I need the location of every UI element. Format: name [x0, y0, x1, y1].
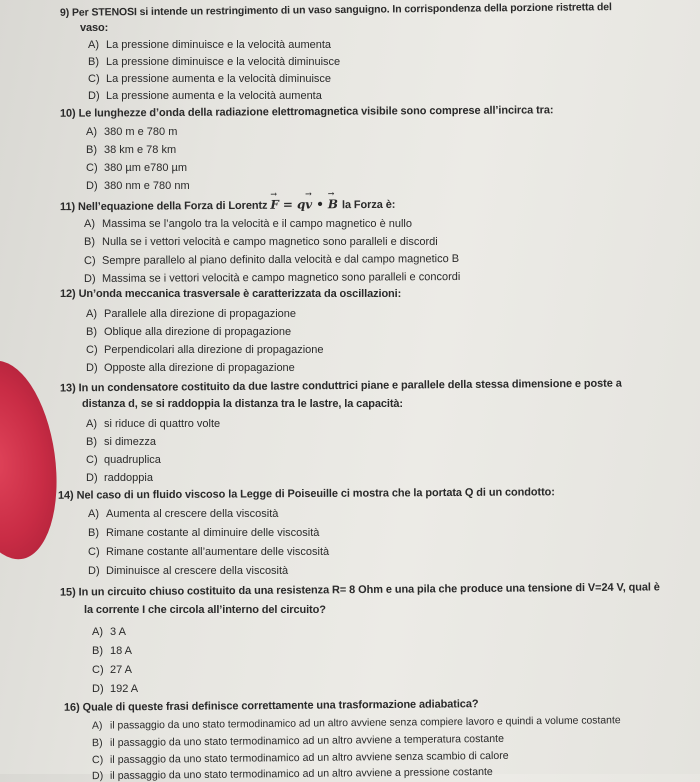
option-15-a: A) 3 A: [92, 626, 126, 638]
option-16-c: C) il passaggio da uno stato termodinamico ad un altro avviene senza scambio di calore: [91, 749, 509, 767]
option-11-b: B) Nulla se i vettori velocità e campo magnetico sono paralleli e discordi: [84, 236, 438, 248]
option-13-a: A) si riduce di quattro volte: [86, 418, 221, 430]
option-16-a: A) il passaggio da uno stato termodinamico ad un altro avviene senza compiere lavoro e quindi a volume costante: [91, 715, 621, 732]
option-16-b: B) il passaggio da uno stato termodinamico ad un altro avviene a temperatura costante: [91, 732, 505, 750]
question-14-text: 14) Nel caso di un fluido viscoso la Legge di Poiseuille ci mostra che la portata Q di un condotto:: [57, 486, 555, 502]
option-11-d: D) Massima se i vettori velocità e campo magnetico sono paralleli e concordi: [83, 271, 461, 285]
question-9-text-line2: vaso:: [80, 22, 109, 34]
option-9-c: C) La pressione aumenta e la velocità diminuisce: [88, 73, 332, 85]
option-14-d: D) Diminuisce al crescere della viscosità: [88, 565, 289, 577]
option-10-b: B) 38 km e 78 km: [86, 144, 177, 156]
option-9-a: A) La pressione diminuisce e la velocità aumenta: [88, 39, 332, 51]
option-11-c: C) Sempre parallelo al piano definito dalla velocità e dal campo magnetico B: [83, 253, 460, 267]
option-10-c: C) 380 µm e780 µm: [86, 162, 187, 174]
lorentz-formula: → F = q→ v • → B: [270, 197, 342, 211]
option-12-c: C) Perpendicolari alla direzione di propagazione: [86, 344, 324, 356]
option-16-d: D) il passaggio da uno stato termodinamico ad un altro avviene a pressione costante: [91, 765, 493, 782]
option-10-a: A) 380 m e 780 m: [86, 126, 178, 138]
option-15-c: C) 27 A: [92, 664, 133, 676]
option-11-a: A) Massima se l’angolo tra la velocità e il campo magnetico è nullo: [84, 218, 412, 230]
option-13-b: B) si dimezza: [86, 436, 156, 448]
option-9-b: B) La pressione diminuisce e la velocità diminuisce: [88, 56, 341, 68]
question-16-text: 16) Quale di queste frasi definisce correttamente una trasformazione adiabatica?: [63, 698, 479, 714]
option-10-d: D) 380 nm e 780 nm: [86, 180, 190, 192]
option-12-d: D) Opposte alla direzione di propagazione: [86, 362, 295, 374]
option-9-d: D) La pressione aumenta e la velocità aumenta: [88, 90, 322, 102]
question-13-text: 13) In un condensatore costituito da due lastre conduttrici piane e parallele della stessa dimensione e poste a: [59, 377, 622, 395]
option-14-c: C) Rimane costante all’aumentare delle viscosità: [88, 546, 330, 558]
question-11-text: 11) Nell’equazione della Forza di Lorentz → F = q→ v • → B la Forza è:: [60, 197, 395, 213]
option-12-b: B) Oblique alla direzione di propagazione: [86, 326, 292, 338]
option-15-b: B) 18 A: [92, 645, 133, 657]
option-14-b: B) Rimane costante al diminuire delle viscosità: [88, 527, 320, 539]
question-13-text-line2: distanza d, se si raddoppia la distanza tra le lastre, la capacità:: [82, 398, 403, 410]
question-9-text: 9) Per STENOSI si intende un restringimento di un vaso sanguigno. In corrispondenza della porzione ristretta del: [59, 1, 612, 19]
question-15-text: 15) In un circuito chiuso costituito da una resistenza R= 8 Ohm e una pila che produce una tensione di V=24 V, qual è: [59, 581, 660, 599]
option-14-a: A) Aumenta al crescere della viscosità: [88, 508, 279, 520]
option-13-c: C) quadruplica: [86, 454, 161, 466]
option-15-d: D) 192 A: [92, 683, 139, 695]
question-15-text-line2: la corrente I che circola all’interno del circuito?: [84, 604, 326, 616]
option-13-d: D) raddoppia: [86, 472, 153, 484]
question-12-text: 12) Un’onda meccanica trasversale è caratterizzata da oscillazioni:: [60, 288, 402, 300]
option-12-a: A) Parallele alla direzione di propagazione: [86, 308, 297, 320]
question-10-text: 10) Le lunghezze d’onda della radiazione elettromagnetica visibile sono comprese all’incirca tra:: [59, 104, 554, 120]
